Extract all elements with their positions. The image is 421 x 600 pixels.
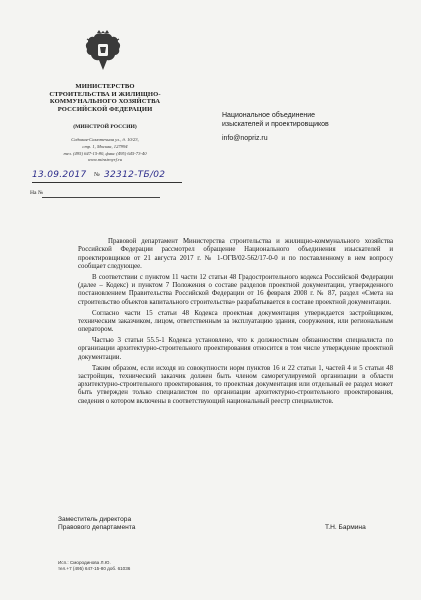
body-paragraph: В соответствии с пунктом 11 части 12 статьи 48 Градостроительного кодекса Российской Федерации (далее – Кодекс) и пунктом 7 Положения о составе разделов проектной документации, утвержденного постановлением Правительства Российской Федерации от 16 февраля 2008 г. № 87, раздел «Смета на строительство объектов капитального строительства» разрабатывается в составе проектной документации. (78, 273, 393, 306)
body-paragraph: Таким образом, если исходя из совокупности норм пунктов 16 и 22 статьи 1, частей 4 и 5 статьи 48 застройщик, технический заказчик должен быть членом саморегулируемой организации в области архитектурно-строительного проектирования, то проектная документация или отдельный ее раздел может быть утвержден только специалистом по организации архитектурно-строительного проектирования, сведения о котором включены в соответствующий национальный реестр специалистов. (78, 364, 393, 405)
ministry-line: РОССИЙСКОЙ ФЕДЕРАЦИИ (57, 105, 153, 113)
recipient-block (222, 112, 402, 129)
ministry-address (30, 137, 180, 164)
reference-underline (42, 197, 160, 198)
ministry-line: МИНИСТЕРСТВО (75, 83, 135, 90)
recipient-line: Национальное объединение (222, 112, 316, 119)
recipient-line: изыскателей и проектировщиков (222, 120, 329, 128)
address-line: www.minstroyrf.ru (87, 157, 123, 163)
signer-name: Т.Н. Бармина (325, 524, 366, 531)
ministry-line: СТРОИТЕЛЬСТВА И ЖИЛИЩНО- (49, 90, 161, 98)
signer-title-line: Правового департамента (58, 524, 136, 532)
body-paragraph: Частью 3 статьи 55.5-1 Кодекса установлено, что к должностным обязанностям специалиста по организации архитектурно-строительного проектирования относится в том числе утверждение проектной документации. (78, 337, 393, 361)
registration-number-label: № (94, 172, 100, 178)
executor-info (58, 560, 258, 572)
signer-title (58, 516, 218, 532)
letter-body (78, 238, 393, 409)
signer-title-line: Заместитель директора (58, 516, 132, 523)
ministry-name (30, 83, 180, 113)
reference-line (30, 190, 180, 200)
coat-of-arms-icon (83, 30, 123, 74)
body-paragraph: Правовой департамент Министерства строительства и жилищно-коммунального хозяйства Российской Федерации рассмотрел обращение Национального объединения изыскателей и проектировщиков от 21 августа 2017 г. № 1-ОГВ/02-562/17-0-0 и по поставленному в нем вопросу сообщает следующее. (78, 238, 393, 270)
registration-number: 32312-ТБ/02 (104, 170, 166, 180)
reference-label: На № (30, 190, 44, 196)
registration-line (30, 170, 190, 184)
registration-date: 13.09.2017 (32, 170, 87, 180)
ministry-short-name: (МИНСТРОЙ РОССИИ) (73, 124, 137, 130)
ministry-line: КОММУНАЛЬНОГО ХОЗЯЙСТВА (49, 98, 161, 106)
registration-underline (32, 182, 182, 183)
address-line: стр. 1, Москва, 127994 (82, 143, 128, 149)
address-line: Садовая-Самотечная ул., д. 10/23, (71, 137, 139, 142)
recipient-email: info@nopriz.ru (222, 135, 268, 142)
executor-line: Исп.: Смородинова Л.Ю. (58, 560, 111, 565)
executor-line: тел.+7 (495) 647-15-80 доб. 61036 (58, 566, 131, 572)
address-line: тел. (495) 647-15-80, факс (495) 645-73-40 (63, 150, 147, 156)
body-paragraph: Согласно части 15 статьи 48 Кодекса проектная документация утверждается застройщиком, техническим заказчиком, лицом, ответственным за эксплуатацию здания, сооружения, или региональным оператором. (78, 309, 393, 334)
